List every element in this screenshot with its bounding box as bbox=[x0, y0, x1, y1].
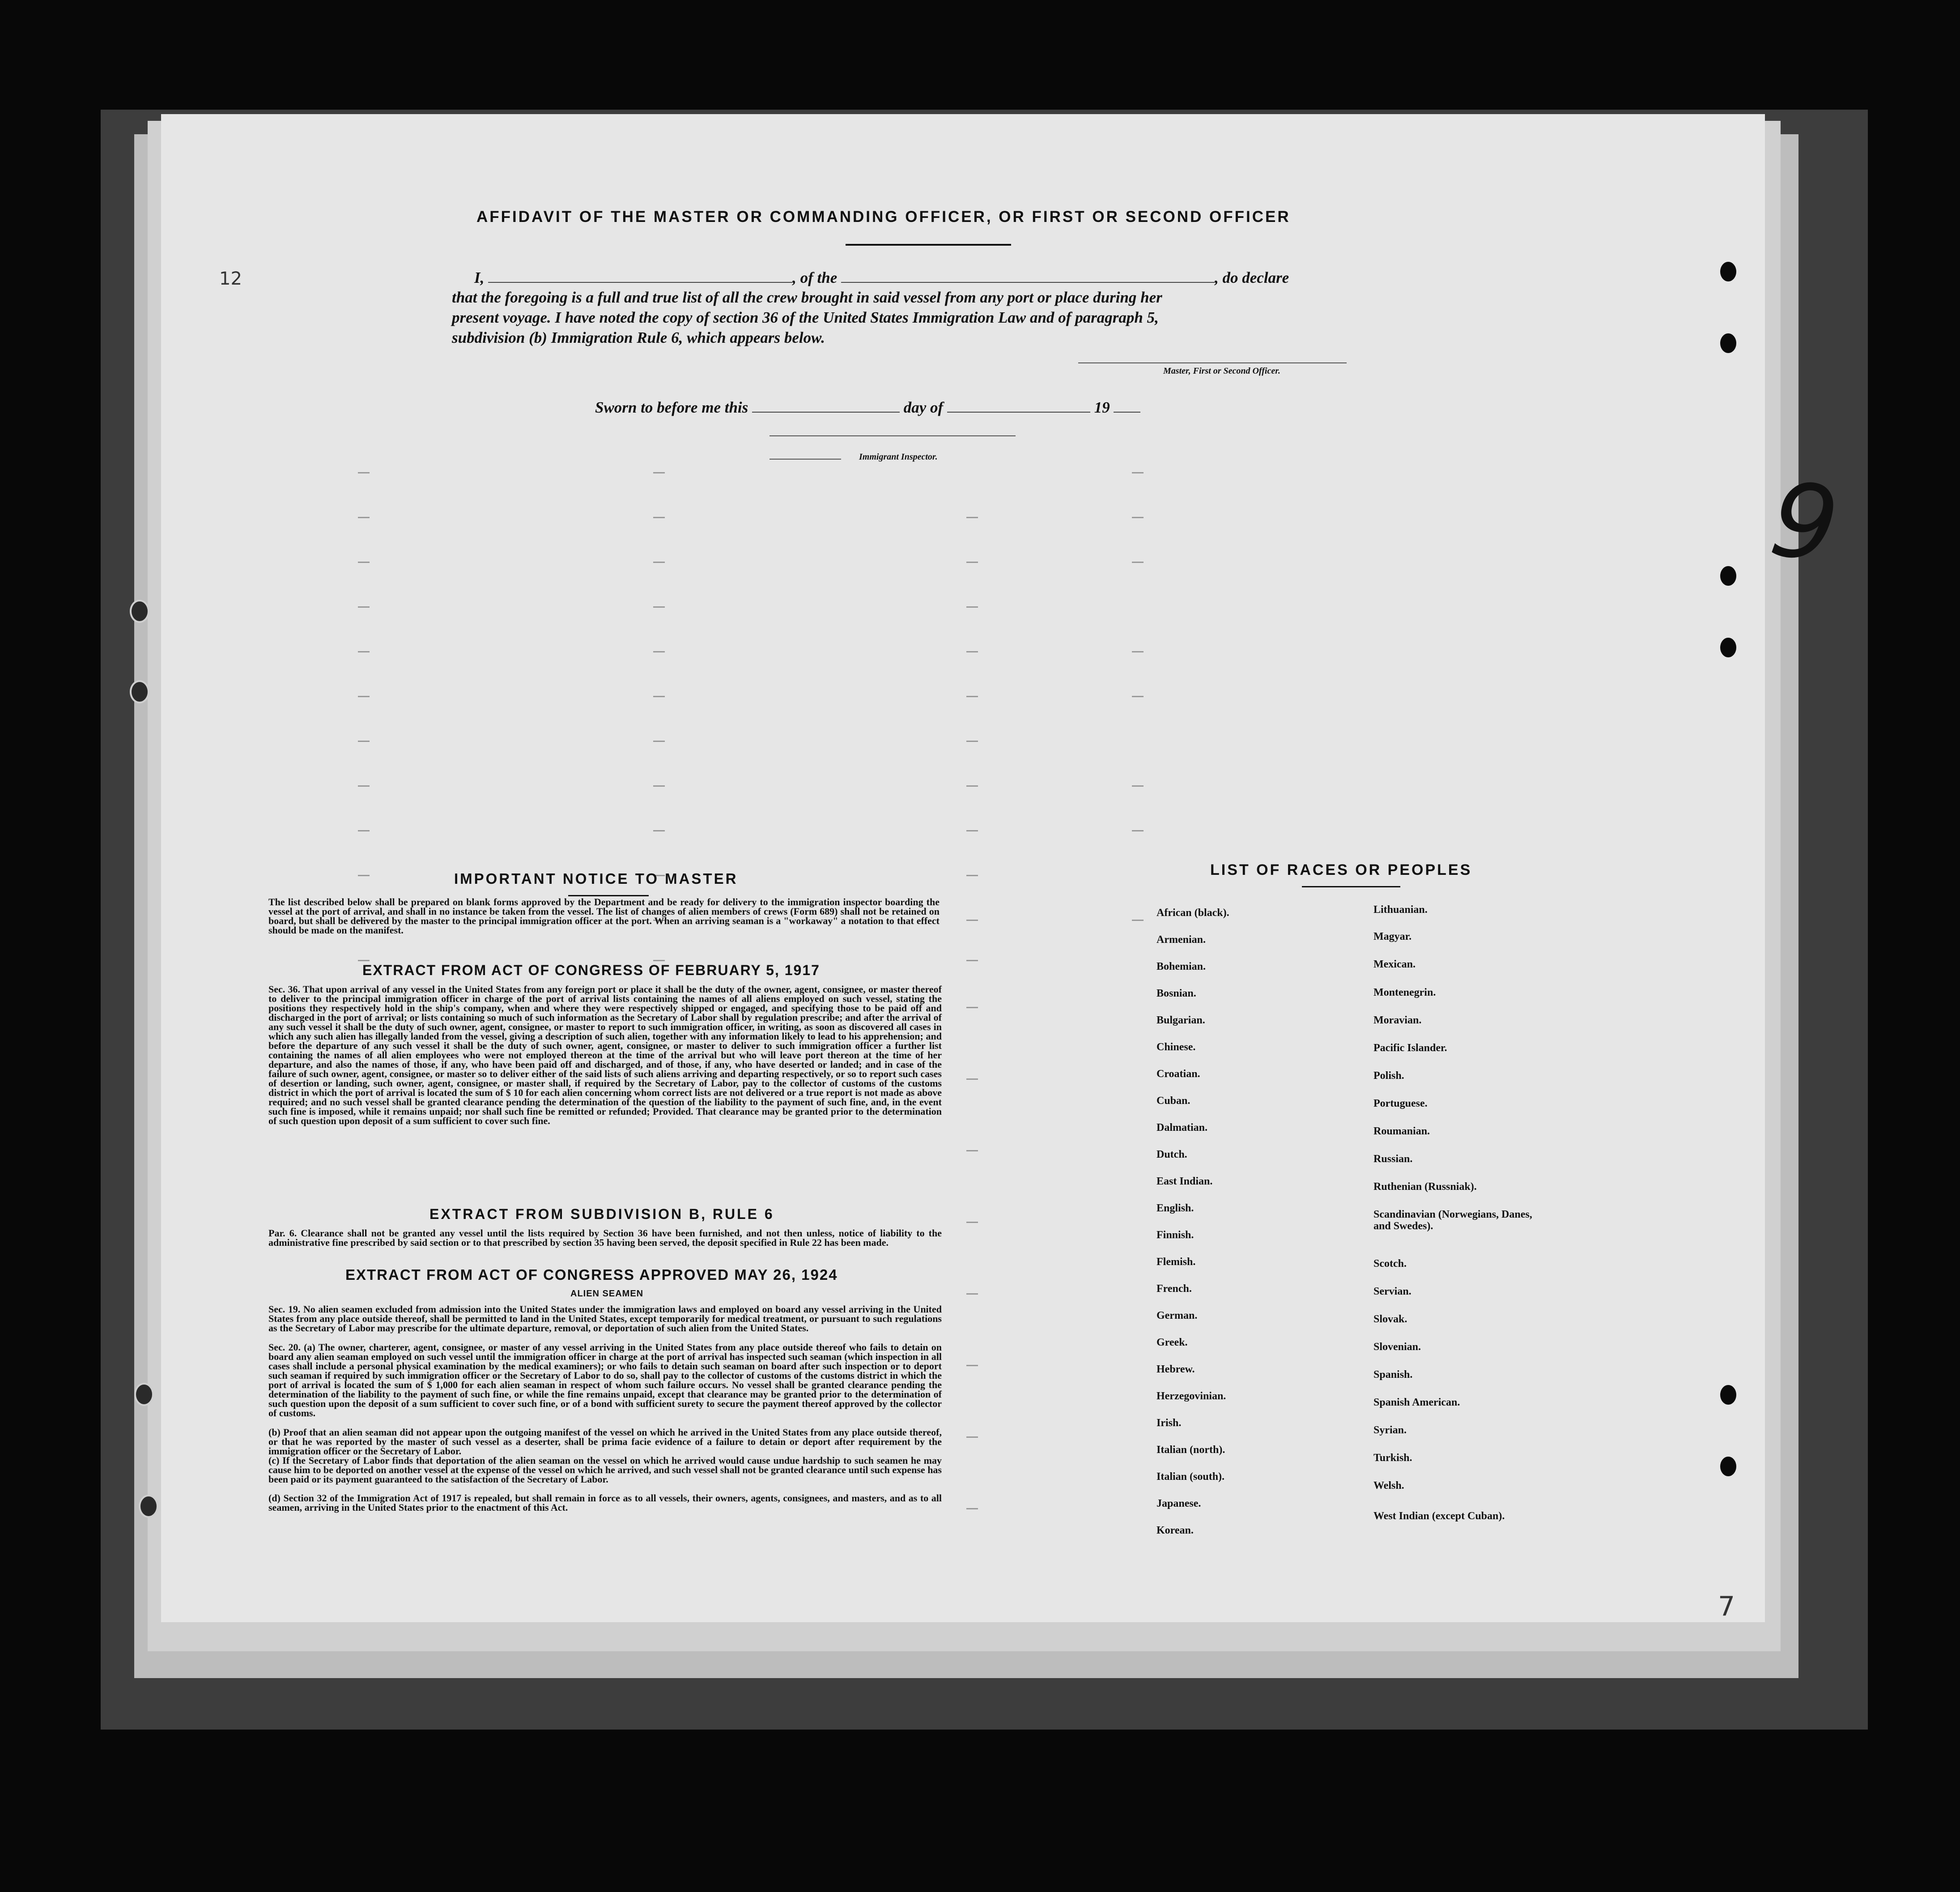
race-item: Polish. bbox=[1373, 1070, 1404, 1082]
race-item: Chinese. bbox=[1156, 1041, 1196, 1053]
bleed-dash bbox=[653, 472, 665, 473]
affidavit-line-3: present voyage. I have noted the copy of section 36 of the United States Immigration Law and of paragraph 5, bbox=[452, 309, 1159, 326]
bleed-dash bbox=[358, 696, 370, 697]
bleed-dash bbox=[358, 606, 370, 608]
notice-text: The list described below shall be prepared on blank forms approved by the Department and be ready for delivery to the immigration inspector boarding the vessel at the port of arrival, and shall in no instance be taken from the vessel. The list of changes of alien members of crews (Form 689) shall not be retained on board, but shall be delivered by the master to the principal immigration officer at the port. When an arriving seaman is a "workaway" a notation to that effect should be made on the manifest. bbox=[268, 896, 940, 936]
bleed-dash bbox=[653, 960, 665, 961]
bleed-dash bbox=[966, 741, 978, 742]
corner-number: 12 bbox=[219, 268, 242, 289]
sworn-line bbox=[595, 398, 1140, 417]
bleed-dash bbox=[966, 1078, 978, 1080]
bleed-dash bbox=[653, 696, 665, 697]
bleed-dash bbox=[966, 1222, 978, 1223]
bleed-dash bbox=[966, 1436, 978, 1438]
race-item: Dalmatian. bbox=[1156, 1122, 1207, 1133]
bleed-dash bbox=[966, 696, 978, 697]
bleed-dash bbox=[966, 606, 978, 608]
notice-title: IMPORTANT NOTICE TO MASTER bbox=[454, 870, 738, 887]
name-blank bbox=[488, 268, 792, 283]
bleed-dash bbox=[653, 785, 665, 787]
race-item: Armenian. bbox=[1156, 934, 1206, 946]
race-item: Italian (south). bbox=[1156, 1471, 1225, 1483]
race-item: Spanish American. bbox=[1373, 1397, 1460, 1408]
race-item: Russian. bbox=[1373, 1153, 1413, 1165]
bleed-dash bbox=[966, 1365, 978, 1366]
bleed-dash bbox=[966, 920, 978, 921]
race-item: Mexican. bbox=[1373, 959, 1416, 970]
punch-hole bbox=[1720, 262, 1736, 281]
affidavit-line-2: that the foregoing is a full and true list of all the crew brought in said vessel from any port or place during her bbox=[452, 289, 1162, 306]
extract-1924-sec20b: (b) Proof that an alien seaman did not appear upon the outgoing manifest of the vessel on which he arrived in the United States from any place outside thereof, or that he was reported by the master of such vessel as a deserter, shall be prima facie evidence of a failure to detain or deport after requirement by the immigration officer or the Secretary of Labor. bbox=[268, 1427, 942, 1457]
race-item: Slovenian. bbox=[1373, 1341, 1421, 1353]
day-of-label: day of bbox=[903, 399, 944, 416]
race-item: Cuban. bbox=[1156, 1095, 1190, 1107]
bleed-dash bbox=[358, 562, 370, 563]
race-item: Finnish. bbox=[1156, 1229, 1194, 1241]
race-item: Korean. bbox=[1156, 1525, 1194, 1536]
inspector-line-2 bbox=[770, 459, 841, 460]
race-item: Welsh. bbox=[1373, 1480, 1404, 1491]
race-item: Lithuanian. bbox=[1373, 904, 1428, 916]
title-rule bbox=[846, 244, 1011, 246]
bleed-dash bbox=[653, 651, 665, 652]
handwritten-numeral: 9 bbox=[1764, 459, 1845, 587]
year-label: 19 bbox=[1094, 399, 1110, 416]
signature-line bbox=[1078, 362, 1347, 363]
bleed-dash bbox=[1132, 920, 1144, 921]
race-item: Italian (north). bbox=[1156, 1444, 1225, 1456]
binding-hole bbox=[130, 600, 149, 623]
race-item: Bosnian. bbox=[1156, 988, 1196, 999]
race-item: Croatian. bbox=[1156, 1068, 1200, 1080]
race-item: Slovak. bbox=[1373, 1313, 1407, 1325]
race-item: Japanese. bbox=[1156, 1498, 1201, 1509]
form-sheet bbox=[161, 114, 1845, 1622]
bleed-dash bbox=[966, 1007, 978, 1008]
punch-hole bbox=[1720, 566, 1736, 586]
race-item: Syrian. bbox=[1373, 1424, 1407, 1436]
bleed-dash bbox=[1132, 472, 1144, 473]
race-item: Hebrew. bbox=[1156, 1364, 1195, 1375]
race-item: Pacific Islander. bbox=[1373, 1042, 1447, 1054]
bleed-dash bbox=[653, 830, 665, 831]
race-item: West Indian (except Cuban). bbox=[1373, 1510, 1505, 1522]
race-item: Moravian. bbox=[1373, 1014, 1422, 1026]
race-item: Servian. bbox=[1373, 1286, 1412, 1297]
bleed-dash bbox=[1132, 696, 1144, 697]
race-item: African (black). bbox=[1156, 907, 1229, 919]
race-item: Flemish. bbox=[1156, 1256, 1196, 1268]
races-rule bbox=[1302, 886, 1400, 887]
bleed-dash bbox=[1132, 830, 1144, 831]
extract-1924-sec20a: Sec. 20. (a) The owner, charterer, agent, consignee, or master of any vessel arriving in the United States from any place outside thereof who fails to detain on board any alien seaman employed on such vessel until the immigration officer in charge at the port of arrival has inspected such seaman (which inspection in all cases shall include a personal physical examination by the medical examiners); or who fails to detain such seaman on board after such inspection or to deport such seaman if required by such immigration officer or the Secretary of Labor to do so, shall pay to the collector of customs of the customs district in which the port of arrival is located the sum of $ 1,000 for each alien seaman in respect of whom such failure occurs. No vessel shall be granted clearance pending the determination of the liability to the payment of such fine, or while the fine remains unpaid, except that clearance may be granted prior to the determination of such question upon the deposit of a sum sufficient to cover such fine, or of a bond with sufficient surety to secure the payment thereof approved by the collector of customs. bbox=[268, 1342, 942, 1419]
bleed-through-text: ⠀ bbox=[358, 164, 377, 186]
i-label: I, bbox=[474, 269, 485, 286]
bleed-dash bbox=[358, 741, 370, 742]
bleed-dash bbox=[966, 830, 978, 831]
punch-hole bbox=[1720, 638, 1736, 657]
bleed-dash bbox=[358, 651, 370, 652]
extract-rule6-text: Par. 6. Clearance shall not be granted any vessel until the lists required by Section 36 have been furnished, and not then unless, notice of liability to the administrative fine prescribed by said section or to that prescribed by section 35 having been served, the deposit specified in Rule 22 has been made. bbox=[268, 1227, 942, 1248]
month-blank bbox=[947, 398, 1090, 413]
bleed-dash bbox=[1132, 651, 1144, 652]
bleed-dash bbox=[966, 651, 978, 652]
punch-hole bbox=[1720, 333, 1736, 353]
race-item: Herzegovinian. bbox=[1156, 1390, 1226, 1402]
extract-rule6-title: EXTRACT FROM SUBDIVISION B, RULE 6 bbox=[429, 1206, 774, 1222]
extract-1924-subtitle: ALIEN SEAMEN bbox=[570, 1289, 644, 1299]
bleed-dash bbox=[653, 562, 665, 563]
bottom-mark: 7 bbox=[1718, 1591, 1735, 1622]
race-item: Montenegrin. bbox=[1373, 987, 1436, 998]
race-item: Greek. bbox=[1156, 1337, 1188, 1348]
bleed-dash bbox=[358, 960, 370, 961]
race-item: Scotch. bbox=[1373, 1258, 1407, 1270]
vessel-blank bbox=[841, 268, 1215, 283]
race-item: Portuguese. bbox=[1373, 1098, 1428, 1109]
race-item: Ruthenian (Russniak). bbox=[1373, 1181, 1477, 1193]
race-item: Bulgarian. bbox=[1156, 1014, 1205, 1026]
punch-hole bbox=[1720, 1385, 1736, 1405]
binding-hole bbox=[139, 1495, 158, 1518]
bleed-dash bbox=[653, 606, 665, 608]
race-item: Bohemian. bbox=[1156, 961, 1206, 972]
bleed-dash bbox=[966, 960, 978, 961]
extract-1924-sec20d: (d) Section 32 of the Immigration Act of 1917 is repealed, but shall remain in force as to all vessels, their owners, agents, consignees, and masters, and as to all seamen, arriving in the United States prior to the enactment of this Act. bbox=[268, 1492, 942, 1513]
affidavit-line-1 bbox=[474, 268, 1289, 287]
bleed-dash bbox=[358, 830, 370, 831]
bleed-dash bbox=[1132, 562, 1144, 563]
binding-hole bbox=[130, 680, 149, 703]
extract-1924-sec20c: (c) If the Secretary of Labor finds that deportation of the alien seaman on the vessel on which he arrived would cause undue hardship to such seamen he may cause him to be deported on another vessel at the expense of the vessel on which he arrived, and such vessel shall not be granted clearance until such expense has been paid or its payment guaranteed to the satisfaction of the Secretary of Labor. bbox=[268, 1455, 942, 1485]
race-item: Roumanian. bbox=[1373, 1125, 1430, 1137]
declare-label: , do declare bbox=[1215, 269, 1289, 286]
race-item: English. bbox=[1156, 1202, 1194, 1214]
year-blank bbox=[1114, 398, 1140, 413]
race-item: Scandinavian (Norwegians, Danes, and Swedes). bbox=[1373, 1209, 1532, 1232]
inspector-label: Immigrant Inspector. bbox=[859, 452, 938, 462]
bleed-dash bbox=[1132, 517, 1144, 518]
signature-label: Master, First or Second Officer. bbox=[1163, 366, 1280, 376]
bleed-dash bbox=[653, 517, 665, 518]
race-item: Spanish. bbox=[1373, 1369, 1413, 1381]
bleed-dash bbox=[358, 517, 370, 518]
bleed-dash bbox=[358, 875, 370, 876]
race-item: East Indian. bbox=[1156, 1176, 1213, 1187]
bleed-dash bbox=[966, 1150, 978, 1151]
bleed-dash bbox=[966, 1508, 978, 1509]
affidavit-line-4: subdivision (b) Immigration Rule 6, which appears below. bbox=[452, 329, 825, 346]
binding-hole bbox=[134, 1383, 154, 1406]
race-item: Magyar. bbox=[1373, 931, 1412, 942]
bleed-dash bbox=[966, 562, 978, 563]
bleed-dash bbox=[966, 785, 978, 787]
extract-1917-text: Sec. 36. That upon arrival of any vessel in the United States from any foreign port or place it shall be the duty of the owner, agent, consignee, or master thereof to deliver to the principal immigration officer in charge of the port of arrival lists containing the names of all aliens employed on such vessel, stating the positions they respectively hold in the ship's company, when and where they were respectively shipped or engaged, and specifying those to be paid off and discharged in the port of arrival; or lists containing so much of such information as the Secretary of Labor shall by regulation prescribe; and after the arrival of any such vessel it shall be the duty of such owner, agent, consignee, or master to report to such immigration officer, in writing, as soon as discovered all cases in which any such alien has illegally landed from the vessel, giving a description of such alien, together with any information likely to lead to his apprehension; and before the departure of any such vessel it shall be the duty of such owner, agent, consignee, or master to deliver to such immigration officer a further list containing the names of all alien employees who were not employed thereon at the time of the arrival but who will leave port thereon at the time of her departure, and also the names of those, if any, who have been paid off and discharged, and of those, if any, who have deserted or landed; and in case of the failure of such owner, agent, consignee, or master so to deliver either of the said lists of such aliens arriving and departing respectively, or so to report such cases of desertion or landing, such owner, agent, consignee, or master shall, if required by the Secretary of Labor, pay to the collector of customs of the customs district in which the port of arrival is located the sum of $ 10 for each alien concerning whom correct lists are not delivered or a true report is not made as above required; and no such vessel shall be granted clearance pending the determination of the question of the liability to the payment of such fine, and, in the event such fine is imposed, while it remains unpaid; nor shall such fine be remitted or refunded; Provided. That clearance may be granted prior to the determination of such question upon deposit of a sum sufficient to cover such fine. bbox=[268, 984, 942, 1126]
sworn-label: Sworn to before me this bbox=[595, 399, 748, 416]
bleed-dash bbox=[966, 517, 978, 518]
bleed-dash bbox=[1132, 785, 1144, 787]
race-item: Turkish. bbox=[1373, 1452, 1412, 1464]
punch-hole bbox=[1720, 1457, 1736, 1476]
of-the-label: , of the bbox=[792, 269, 838, 286]
extract-1924-sec19: Sec. 19. No alien seamen excluded from admission into the United States under the immigration laws and employed on board any vessel arriving in the United States from any place outside thereof, shall be permitted to land in the United States, except temporarily for medical treatment, or pursuant to such regulations as the Secretary of Labor may prescribe for the ultimate departure, removal, or deportation of such alien from the United States. bbox=[268, 1304, 942, 1334]
extract-1924-title: EXTRACT FROM ACT OF CONGRESS APPROVED MAY 26, 1924 bbox=[345, 1266, 838, 1283]
bleed-dash bbox=[358, 785, 370, 787]
race-item: Dutch. bbox=[1156, 1149, 1187, 1160]
bleed-dash bbox=[966, 875, 978, 876]
bleed-dash bbox=[653, 741, 665, 742]
bleed-dash bbox=[358, 472, 370, 473]
inspector-line-1 bbox=[770, 435, 1016, 436]
affidavit-title: AFFIDAVIT OF THE MASTER OR COMMANDING OFFICER, OR FIRST OR SECOND OFFICER bbox=[476, 208, 1291, 226]
extract-1917-title: EXTRACT FROM ACT OF CONGRESS OF FEBRUARY 5, 1917 bbox=[362, 962, 820, 978]
day-blank bbox=[752, 398, 900, 413]
bleed-dash bbox=[966, 1293, 978, 1295]
race-item: Irish. bbox=[1156, 1417, 1182, 1429]
race-item: French. bbox=[1156, 1283, 1192, 1295]
race-item: German. bbox=[1156, 1310, 1198, 1321]
races-title: LIST OF RACES OR PEOPLES bbox=[1210, 861, 1472, 878]
